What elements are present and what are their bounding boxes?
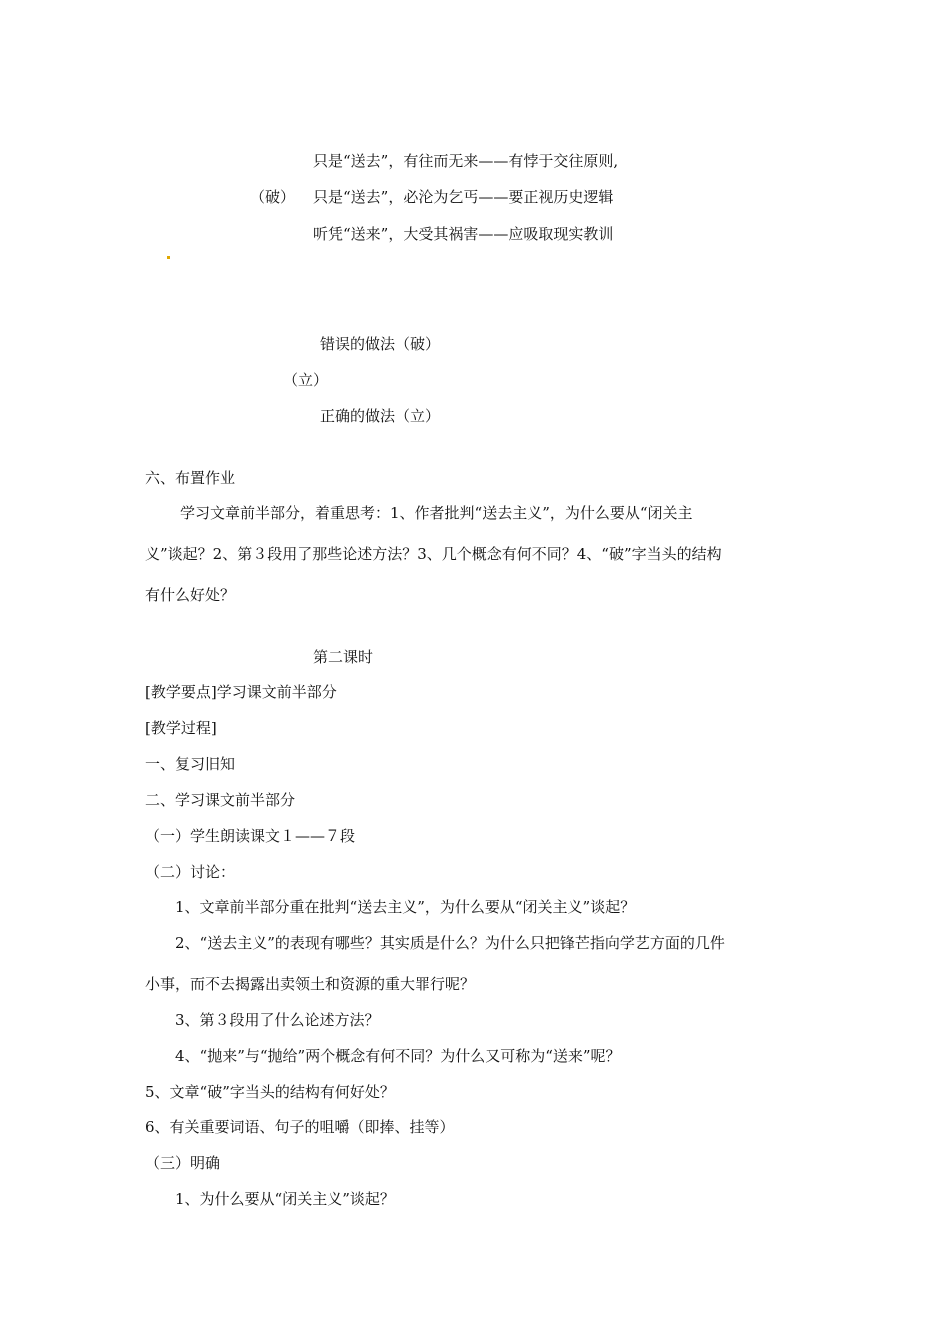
answer-1: 1、为什么要从“闭关主义”谈起？ — [175, 1190, 395, 1208]
question-6: 6、有关重要词语、句子的咀嚼（即捧、挂等） — [145, 1118, 455, 1136]
scheme-line-1: 只是“送去”，有往而无来——有悖于交往原则, — [313, 152, 619, 170]
bracket-li: （立） — [283, 371, 329, 389]
sub-discussion: （二）讨论： — [145, 863, 236, 881]
wrong-approach: 错误的做法（破） — [320, 335, 441, 353]
homework-line-2: 义”谈起？2、第３段用了那些论述方法？3、几个概念有何不同？4、“破”字当头的结构 — [145, 545, 722, 563]
sub-clarify: （三）明确 — [145, 1154, 221, 1172]
step-review: 一、复习旧知 — [145, 755, 236, 773]
decorative-dot — [167, 256, 170, 259]
process-heading: [教学过程] — [145, 719, 217, 737]
lesson-title: 第二课时 — [313, 648, 374, 666]
homework-line-1: 学习文章前半部分，着重思考：1、作者批判“送去主义”，为什么要从“闭关主 — [180, 504, 693, 522]
question-4: 4、“抛来”与“抛给”两个概念有何不同？为什么又可称为“送来”呢？ — [175, 1047, 621, 1065]
question-3: 3、第３段用了什么论述方法？ — [175, 1011, 380, 1029]
question-5: 5、文章“破”字当头的结构有何好处？ — [145, 1083, 395, 1101]
step-study: 二、学习课文前半部分 — [145, 791, 296, 809]
question-2-line-2: 小事，而不去揭露出卖领土和资源的重大罪行呢？ — [145, 975, 476, 993]
question-2-line-1: 2、“送去主义”的表现有哪些？其实质是什么？为什么只把锋芒指向学艺方面的几件 — [175, 934, 725, 952]
scheme-line-2: 只是“送去”，必沦为乞丐——要正视历史逻辑 — [313, 188, 614, 206]
scheme-bracket-po: （破） — [250, 188, 296, 206]
question-1: 1、文章前半部分重在批判“送去主义”，为什么要从“闭关主义”谈起？ — [175, 898, 636, 916]
sub-reading: （一）学生朗读课文１——７段 — [145, 827, 356, 845]
scheme-line-3: 听凭“送来”，大受其祸害——应吸取现实教训 — [313, 225, 614, 243]
homework-line-3: 有什么好处？ — [145, 586, 236, 604]
homework-heading: 六、布置作业 — [145, 469, 236, 487]
key-points: [教学要点]学习课文前半部分 — [145, 683, 337, 701]
right-approach: 正确的做法（立） — [320, 407, 441, 425]
